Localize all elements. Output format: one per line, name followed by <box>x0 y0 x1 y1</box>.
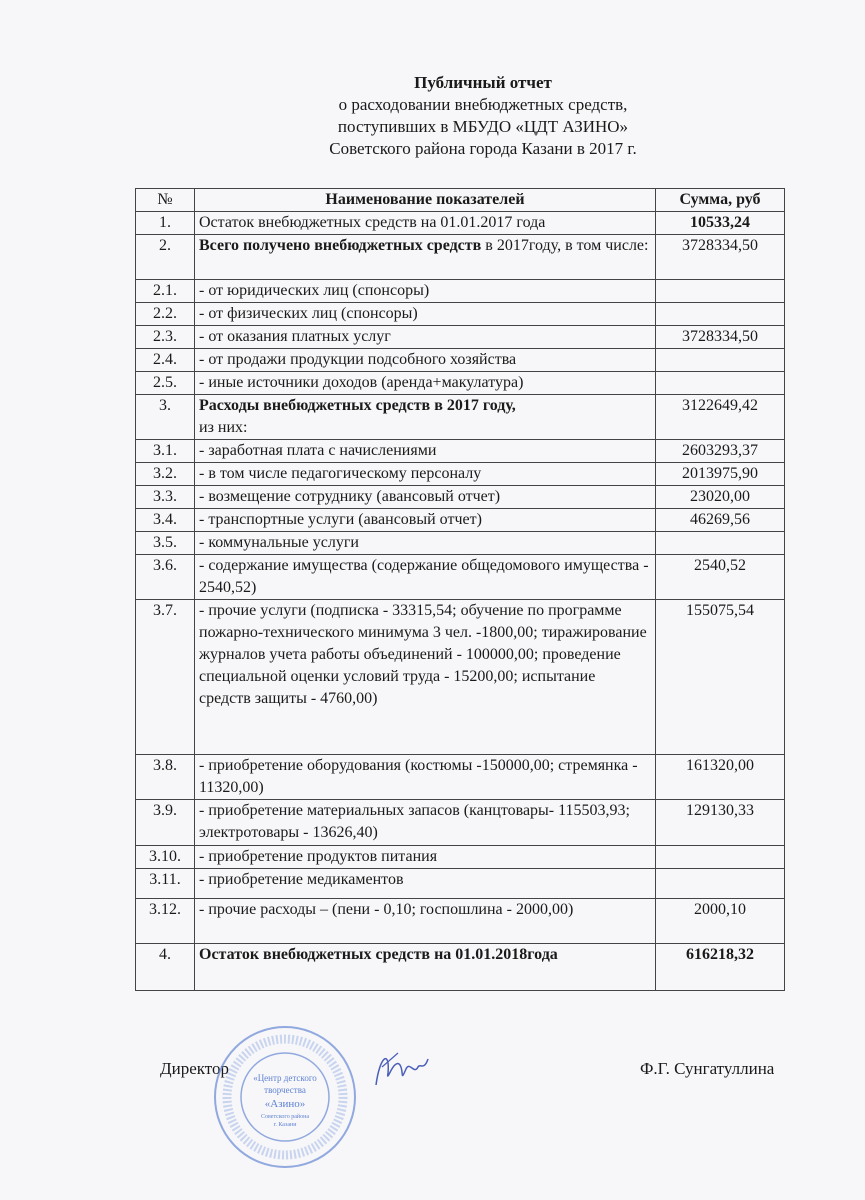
row-description <box>195 755 656 800</box>
svg-text:г. Казани: г. Казани <box>273 1122 297 1128</box>
row-number: 2.5. <box>136 372 195 395</box>
table-row <box>136 555 785 600</box>
row-description <box>195 555 656 600</box>
row-number: 2.4. <box>136 349 195 372</box>
row-sum: 46269,56 <box>656 509 785 532</box>
document-header <box>0 72 865 160</box>
director-name: Ф.Г. Сунгатуллина <box>640 1059 775 1078</box>
row-sum <box>656 532 785 555</box>
subtitle-line-2: поступивших в МБУДО «ЦДТ АЗИНО» <box>337 117 629 136</box>
row-description <box>195 303 656 326</box>
row-name: - от юридических лиц (спонсоры) <box>199 282 430 299</box>
table-header-row <box>136 189 785 212</box>
row-name: - от продажи продукции подсобного хозяйства <box>199 351 517 368</box>
table-row <box>136 532 785 555</box>
row-sum: 3728334,50 <box>656 326 785 349</box>
row-sum <box>656 372 785 395</box>
row-name-bold: Остаток внебюджетных средств на 01.01.2018года <box>199 946 558 963</box>
row-number: 3.7. <box>136 600 195 755</box>
row-sum: 155075,54 <box>656 600 785 755</box>
row-number: 3.4. <box>136 509 195 532</box>
table-row <box>136 869 785 899</box>
row-description <box>195 846 656 869</box>
table-row <box>136 235 785 280</box>
table-row <box>136 326 785 349</box>
table-row <box>136 349 785 372</box>
svg-text:творчества: творчества <box>264 1085 306 1095</box>
row-sum <box>656 303 785 326</box>
document-title: Публичный отчет <box>414 73 552 92</box>
row-number: 3.3. <box>136 486 195 509</box>
row-sum <box>656 349 785 372</box>
signature <box>370 1045 430 1095</box>
row-name: - приобретение медикаментов <box>199 871 404 888</box>
row-description <box>195 440 656 463</box>
row-name: - в том числе педагогическому персоналу <box>199 465 482 482</box>
table-row <box>136 899 785 944</box>
row-name: - заработная плата с начислениями <box>199 442 437 459</box>
row-description <box>195 395 656 440</box>
row-name-bold: Всего получено внебюджетных средств <box>199 237 482 254</box>
row-name: - возмещение сотруднику (авансовый отчет) <box>199 488 501 505</box>
director-label: Директор <box>160 1059 229 1078</box>
row-sum: 616218,32 <box>656 944 785 991</box>
row-description <box>195 532 656 555</box>
row-description <box>195 899 656 944</box>
row-sum: 2540,52 <box>656 555 785 600</box>
row-number: 2.2. <box>136 303 195 326</box>
row-sum: 161320,00 <box>656 755 785 800</box>
table-row <box>136 509 785 532</box>
row-name: - транспортные услуги (авансовый отчет) <box>199 511 482 528</box>
row-name: в 2017году, в том числе: <box>481 237 649 254</box>
table-row <box>136 303 785 326</box>
row-description <box>195 944 656 991</box>
row-sum: 2013975,90 <box>656 463 785 486</box>
row-description <box>195 463 656 486</box>
svg-text:Советского района: Советского района <box>261 1114 309 1120</box>
row-number: 3. <box>136 395 195 440</box>
row-description <box>195 235 656 280</box>
svg-text:«Центр детского: «Центр детского <box>253 1073 317 1083</box>
row-number: 2. <box>136 235 195 280</box>
row-number: 3.9. <box>136 800 195 846</box>
table-row <box>136 440 785 463</box>
row-sum <box>656 846 785 869</box>
table-row <box>136 846 785 869</box>
report-table <box>135 188 785 991</box>
row-number: 4. <box>136 944 195 991</box>
row-number: 2.1. <box>136 280 195 303</box>
row-sum <box>656 280 785 303</box>
table-row <box>136 395 785 440</box>
row-number: 1. <box>136 212 195 235</box>
table-row <box>136 212 785 235</box>
table-row <box>136 280 785 303</box>
row-description <box>195 800 656 846</box>
row-sum: 23020,00 <box>656 486 785 509</box>
subtitle-line-3: Советского района города Казани в 2017 г. <box>329 139 637 158</box>
row-name: Остаток внебюджетных средств на 01.01.2017 года <box>199 214 546 231</box>
header-number: № <box>136 189 195 212</box>
row-description <box>195 326 656 349</box>
row-sum: 3122649,42 <box>656 395 785 440</box>
row-name-bold: Расходы внебюджетных средств в 2017 году, <box>199 397 516 414</box>
row-number: 3.1. <box>136 440 195 463</box>
row-name: - приобретение оборудования (костюмы -150000,00; стремянка - 11320,00) <box>199 757 638 796</box>
row-name: - коммунальные услуги <box>199 534 359 551</box>
subtitle-line-1: о расходовании внебюджетных средств, <box>338 95 628 114</box>
row-name: - прочие услуги (подписка - 33315,54; обучение по программе пожарно-технического минимума 3 чел. -1800,00; тиражирование журналов учета работы объединений - 100000,00; проведение специальной оценки условий труда - 15200,00; испытание средств защиты - 4760,00) <box>199 602 647 707</box>
row-sum: 2000,10 <box>656 899 785 944</box>
row-name: - приобретение материальных запасов (канцтовары- 115503,93; электротовары - 13626,40) <box>199 802 630 841</box>
header-name: Наименование показателей <box>195 189 656 212</box>
table-row <box>136 600 785 755</box>
row-name: - от физических лиц (спонсоры) <box>199 305 418 322</box>
row-name: - содержание имущества (содержание общедомового имущества - 2540,52) <box>199 557 649 596</box>
row-name: из них: <box>199 419 248 436</box>
table-row <box>136 372 785 395</box>
row-description <box>195 372 656 395</box>
row-sum <box>656 869 785 899</box>
row-number: 2.3. <box>136 326 195 349</box>
header-sum: Сумма, руб <box>656 189 785 212</box>
row-sum: 129130,33 <box>656 800 785 846</box>
table-row <box>136 800 785 846</box>
row-name: - от оказания платных услуг <box>199 328 391 345</box>
row-number: 3.6. <box>136 555 195 600</box>
row-description <box>195 509 656 532</box>
row-description <box>195 280 656 303</box>
row-sum: 2603293,37 <box>656 440 785 463</box>
row-name: - иные источники доходов (аренда+макулатура) <box>199 374 524 391</box>
table-row <box>136 486 785 509</box>
official-stamp <box>213 1025 357 1169</box>
row-description <box>195 600 656 755</box>
row-description <box>195 486 656 509</box>
svg-text:«Азино»: «Азино» <box>264 1098 306 1110</box>
row-number: 3.12. <box>136 899 195 944</box>
row-number: 3.5. <box>136 532 195 555</box>
row-description <box>195 349 656 372</box>
row-number: 3.11. <box>136 869 195 899</box>
row-number: 3.8. <box>136 755 195 800</box>
row-name: - приобретение продуктов питания <box>199 848 438 865</box>
row-sum: 3728334,50 <box>656 235 785 280</box>
table-row <box>136 944 785 991</box>
table-row <box>136 755 785 800</box>
row-sum: 10533,24 <box>656 212 785 235</box>
row-name: - прочие расходы – (пени - 0,10; госпошлина - 2000,00) <box>199 901 574 918</box>
row-description <box>195 869 656 899</box>
row-description <box>195 212 656 235</box>
row-number: 3.10. <box>136 846 195 869</box>
row-number: 3.2. <box>136 463 195 486</box>
table-row <box>136 463 785 486</box>
